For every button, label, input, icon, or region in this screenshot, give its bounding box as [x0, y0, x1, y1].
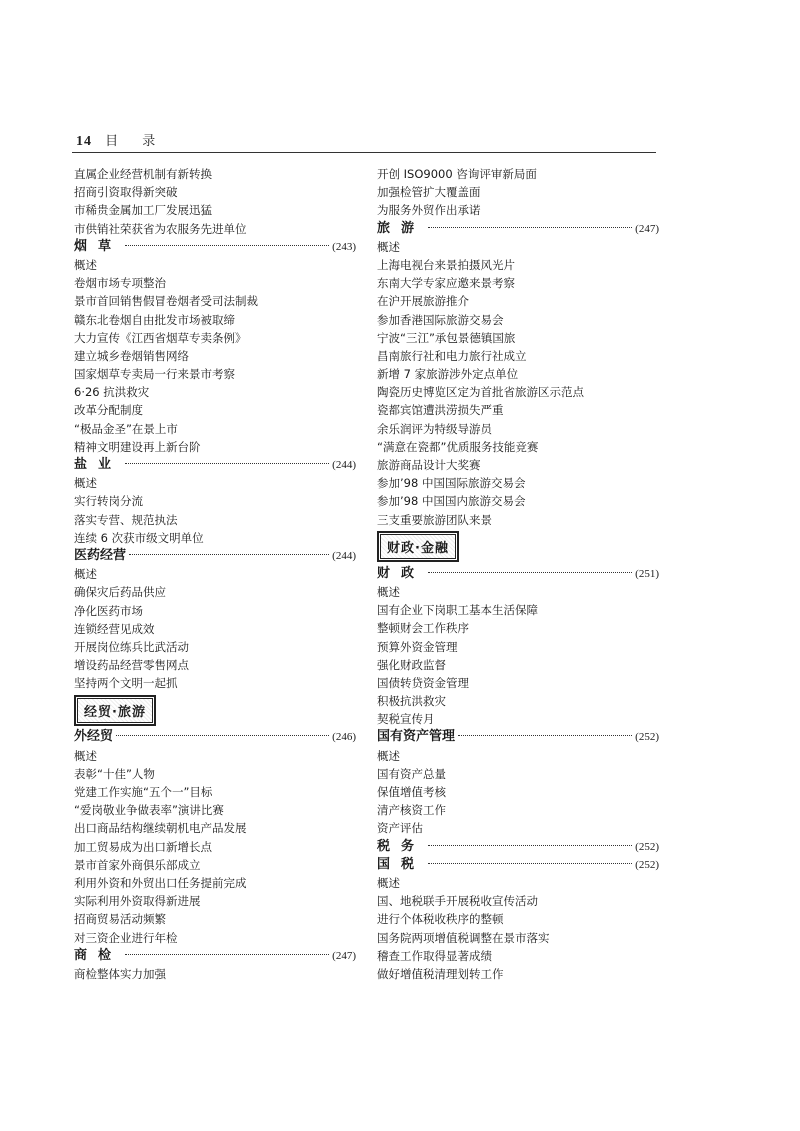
header-rule [72, 152, 656, 153]
toc-entry: 直属企业经营机制有新转换 [74, 167, 212, 181]
toc-page-number: (244) [332, 549, 356, 562]
page-header [76, 130, 165, 150]
toc-category-title: 财政 [377, 565, 426, 581]
toc-entry: 概述 [377, 748, 400, 763]
toc-entry: 昌南旅行社和电力旅行社成立 [377, 348, 527, 363]
toc-entry: 市供销社荣获省为农服务先进单位 [74, 221, 247, 236]
toc-entry: 新增 7 家旅游涉外定点单位 [377, 367, 519, 382]
toc-entry: 开展岗位练兵比武活动 [74, 639, 189, 654]
toc-section-banner [377, 529, 659, 565]
toc-entry: 概述 [74, 748, 97, 763]
toc-entry: 开创 ISO9000 咨询评审新局面 [377, 167, 537, 181]
toc-entry: 做好增值税清理划转工作 [377, 966, 504, 981]
toc-category-title: 国有资产管理 [377, 729, 456, 745]
toc-entry: 利用外资和外贸出口任务提前完成 [74, 875, 247, 890]
toc-page-number: (244) [332, 459, 356, 471]
toc-category-heading [74, 238, 356, 256]
toc-entry: 6·26 抗洪救灾 [74, 385, 150, 400]
toc-category-title: 国税 [377, 856, 426, 872]
toc-entry: 预算外资金管理 [377, 639, 458, 654]
toc-entry: 进行个体税收秩序的整顿 [377, 912, 504, 927]
toc-leader-dots [458, 735, 632, 736]
toc-entry: 招商引资取得新突破 [74, 185, 178, 200]
toc-entry: “满意在瓷都”优质服务技能竞赛 [377, 439, 539, 454]
toc-entry: 瓷都宾馆遭洪涝损失严重 [377, 403, 504, 418]
toc-entry: 景市首回销售假冒卷烟者受司法制裁 [74, 294, 258, 309]
toc-category-heading [377, 220, 659, 238]
header-title: 目 录 [105, 134, 166, 149]
toc-entry: 陶瓷历史博览区定为首批省旅游区示范点 [377, 385, 584, 400]
toc-entry: 净化医药市场 [74, 603, 143, 618]
toc-page-number: (246) [332, 731, 356, 744]
toc-leader-dots [116, 735, 329, 736]
toc-entry: 表彰“十佳”人物 [74, 766, 155, 781]
toc-page-number: (252) [635, 840, 659, 853]
toc-entry: 整顿财会工作秩序 [377, 621, 469, 636]
toc-entry: 国有资产总量 [377, 766, 446, 781]
toc-category-title: 烟草 [74, 238, 123, 254]
toc-entry: 国债转贷资金管理 [377, 675, 469, 690]
toc-entry: 国家烟草专卖局一行来景市考察 [74, 367, 235, 382]
toc-category-heading [74, 547, 356, 565]
toc-category-heading [377, 838, 659, 856]
toc-entry: 资产评估 [377, 821, 423, 836]
toc-category-title: 商检 [74, 947, 123, 963]
toc-category-title: 旅游 [377, 220, 426, 236]
page-number: 14 [76, 134, 92, 149]
toc-entry: 精神文明建设再上新台阶 [74, 439, 201, 454]
toc-entry: 大力宣传《江西省烟草专卖条例》 [74, 330, 247, 345]
toc-leader-dots [125, 245, 329, 246]
toc-category-title: 医药经营 [74, 547, 127, 563]
toc-entry: “爱岗敬业争做表率”演讲比赛 [74, 803, 224, 818]
toc-right-column [377, 165, 659, 983]
toc-category-heading [377, 565, 659, 583]
toc-entry: 改革分配制度 [74, 403, 143, 418]
toc-entry: 确保灾后药品供应 [74, 585, 166, 600]
toc-leader-dots [125, 463, 329, 464]
toc-leader-dots [125, 954, 329, 955]
toc-leader-dots [428, 845, 632, 846]
toc-entry: 卷烟市场专项整治 [74, 276, 166, 291]
toc-entry: 实际利用外资取得新进展 [74, 894, 201, 909]
toc-category-heading [74, 728, 356, 746]
toc-entry: 建立城乡卷烟销售网络 [74, 348, 189, 363]
toc-leader-dots [129, 554, 329, 555]
toc-leader-dots [428, 863, 632, 864]
toc-entry: 稽查工作取得显著成绩 [377, 948, 492, 963]
toc-entry: 出口商品结构继续朝机电产品发展 [74, 821, 247, 836]
toc-category-title: 外经贸 [74, 729, 114, 745]
toc-entry: 市稀贵金属加工厂发展迅猛 [74, 203, 212, 218]
toc-entry: 党建工作实施“五个一”目标 [74, 785, 213, 799]
toc-entry: 概述 [377, 239, 400, 254]
toc-entry: 强化财政监督 [377, 657, 446, 672]
toc-entry: 参加’98 中国国际旅游交易会 [377, 476, 526, 491]
toc-leader-dots [428, 227, 632, 228]
toc-category-heading [74, 456, 356, 474]
toc-entry: 连锁经营见成效 [74, 621, 155, 636]
toc-entry: 增设药品经营零售网点 [74, 658, 189, 673]
toc-category-heading [377, 856, 659, 874]
toc-page-number: (252) [635, 731, 659, 744]
toc-entry: 赣东北卷烟自由批发市场被取缔 [74, 312, 235, 327]
toc-entry: 参加香港国际旅游交易会 [377, 312, 504, 327]
toc-entry: 招商贸易活动频繁 [74, 912, 166, 927]
toc-entry: 概述 [74, 476, 97, 491]
toc-entry: 旅游商品设计大奖赛 [377, 458, 481, 472]
toc-entry: 国务院两项增值税调整在景市落实 [377, 930, 550, 945]
toc-entry: 加强检管扩大覆盖面 [377, 185, 481, 200]
toc-entry: 对三资企业进行年检 [74, 930, 178, 945]
toc-entry: 清产核资工作 [377, 803, 446, 818]
toc-category-title: 税务 [377, 838, 426, 854]
toc-entry: 概述 [74, 257, 97, 272]
toc-page-number: (252) [635, 858, 659, 871]
toc-entry: 契税宣传月 [377, 712, 435, 727]
toc-entry: 概述 [74, 567, 97, 582]
toc-entry: 概述 [377, 875, 400, 890]
toc-entry: 参加’98 中国国内旅游交易会 [377, 494, 526, 509]
toc-page-number: (247) [635, 222, 659, 235]
toc-entry: 东南大学专家应邀来景考察 [377, 276, 515, 291]
toc-entry: 上海电视台来景拍摄风光片 [377, 257, 515, 272]
toc-entry: 在沪开展旅游推介 [377, 294, 469, 309]
toc-entry: 商检整体实力加强 [74, 966, 166, 981]
toc-section-title: 财政·金融 [380, 534, 456, 559]
toc-entry: 宁波“三江”承包景德镇国旅 [377, 330, 516, 345]
toc-page-number: (247) [332, 949, 356, 962]
toc-entry: “极品金圣”在景上市 [74, 421, 178, 436]
toc-category-heading [74, 947, 356, 965]
toc-entry: 三支重要旅游团队来景 [377, 512, 492, 527]
toc-entry: 国有企业下岗职工基本生活保障 [377, 603, 538, 618]
toc-section-title: 经贸·旅游 [77, 698, 153, 723]
toc-entry: 实行转岗分流 [74, 494, 143, 509]
toc-entry: 连续 6 次获市级文明单位 [74, 530, 204, 545]
toc-entry: 为服务外贸作出承诺 [377, 203, 481, 218]
toc-left-column [74, 165, 356, 983]
toc-entry: 坚持两个文明一起抓 [74, 676, 178, 691]
toc-entry: 保值增值考核 [377, 785, 446, 799]
toc-page-number: (243) [332, 240, 356, 253]
toc-entry: 加工贸易成为出口新增长点 [74, 839, 212, 854]
toc-entry: 国、地税联手开展税收宣传活动 [377, 894, 538, 909]
toc-entry: 积极抗洪救灾 [377, 694, 446, 709]
toc-leader-dots [428, 572, 632, 573]
toc-category-title: 盐业 [74, 457, 123, 472]
toc-entry: 景市首家外商俱乐部成立 [74, 857, 201, 872]
toc-category-heading [377, 728, 659, 746]
toc-page-number: (251) [635, 567, 659, 580]
toc-entry: 落实专营、规范执法 [74, 512, 178, 527]
toc-entry: 余乐润评为特级导游员 [377, 421, 492, 436]
toc-entry: 概述 [377, 584, 400, 599]
toc-section-banner [74, 692, 356, 728]
